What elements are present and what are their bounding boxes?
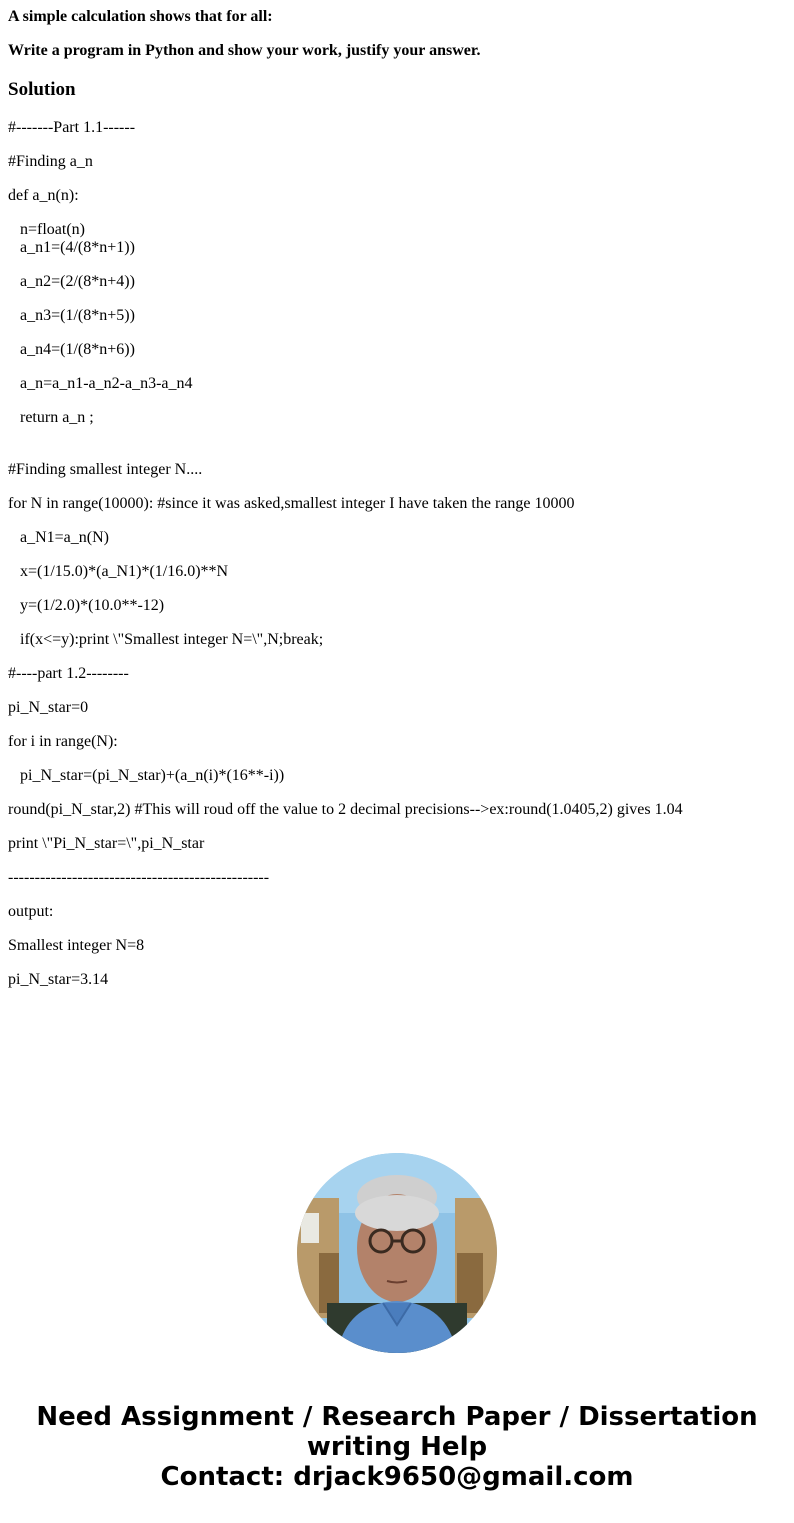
code-line: #Finding smallest integer N.... bbox=[8, 461, 203, 478]
footer-banner bbox=[0, 1402, 794, 1492]
code-line: round(pi_N_star,2) #This will roud off the value to 2 decimal precisions-->ex:round(1.0405,2) gives 1.04 bbox=[8, 801, 683, 818]
code-line: return a_n ; bbox=[20, 409, 94, 426]
author-photo bbox=[297, 1153, 497, 1353]
code-line: a_n3=(1/(8*n+5)) bbox=[20, 307, 135, 324]
output-line: Smallest integer N=8 bbox=[8, 937, 145, 954]
footer-contact: Contact: drjack9650@gmail.com bbox=[160, 1462, 634, 1492]
code-line: pi_N_star=0 bbox=[8, 699, 89, 716]
code-line: a_n2=(2/(8*n+4)) bbox=[20, 273, 135, 290]
portrait-illustration bbox=[297, 1153, 497, 1353]
code-line: pi_N_star=(pi_N_star)+(a_n(i)*(16**-i)) bbox=[20, 767, 285, 784]
code-line: if(x<=y):print \"Smallest integer N=\",N;break; bbox=[20, 631, 324, 648]
code-line: y=(1/2.0)*(10.0**-12) bbox=[20, 597, 165, 614]
code-line: for N in range(10000): #since it was asked,smallest integer I have taken the range 10000 bbox=[8, 495, 575, 512]
footer-line-2: writing Help bbox=[306, 1432, 488, 1462]
code-line: x=(1/15.0)*(a_N1)*(1/16.0)**N bbox=[20, 563, 229, 580]
question-line-1: A simple calculation shows that for all: bbox=[8, 8, 273, 25]
code-line: n=float(n) bbox=[20, 221, 85, 238]
question-line-2: Write a program in Python and show your work, justify your answer. bbox=[8, 42, 481, 59]
output-label: output: bbox=[8, 903, 54, 920]
code-line: a_n=a_n1-a_n2-a_n3-a_n4 bbox=[20, 375, 193, 392]
code-line: for i in range(N): bbox=[8, 733, 118, 750]
output-line: pi_N_star=3.14 bbox=[8, 971, 109, 988]
code-line: a_N1=a_n(N) bbox=[20, 529, 109, 546]
code-line: print \"Pi_N_star=\",pi_N_star bbox=[8, 835, 205, 852]
code-line: #----part 1.2-------- bbox=[8, 665, 129, 682]
code-line: #Finding a_n bbox=[8, 153, 93, 170]
code-line: #-------Part 1.1------ bbox=[8, 119, 136, 136]
footer-line-1: Need Assignment / Research Paper / Dissertation bbox=[36, 1402, 758, 1432]
solution-heading: Solution bbox=[8, 79, 76, 100]
divider-line: ------------------------------------------------- bbox=[8, 869, 270, 886]
code-line: a_n1=(4/(8*n+1)) bbox=[20, 239, 135, 256]
code-line: a_n4=(1/(8*n+6)) bbox=[20, 341, 135, 358]
code-line: def a_n(n): bbox=[8, 187, 79, 204]
